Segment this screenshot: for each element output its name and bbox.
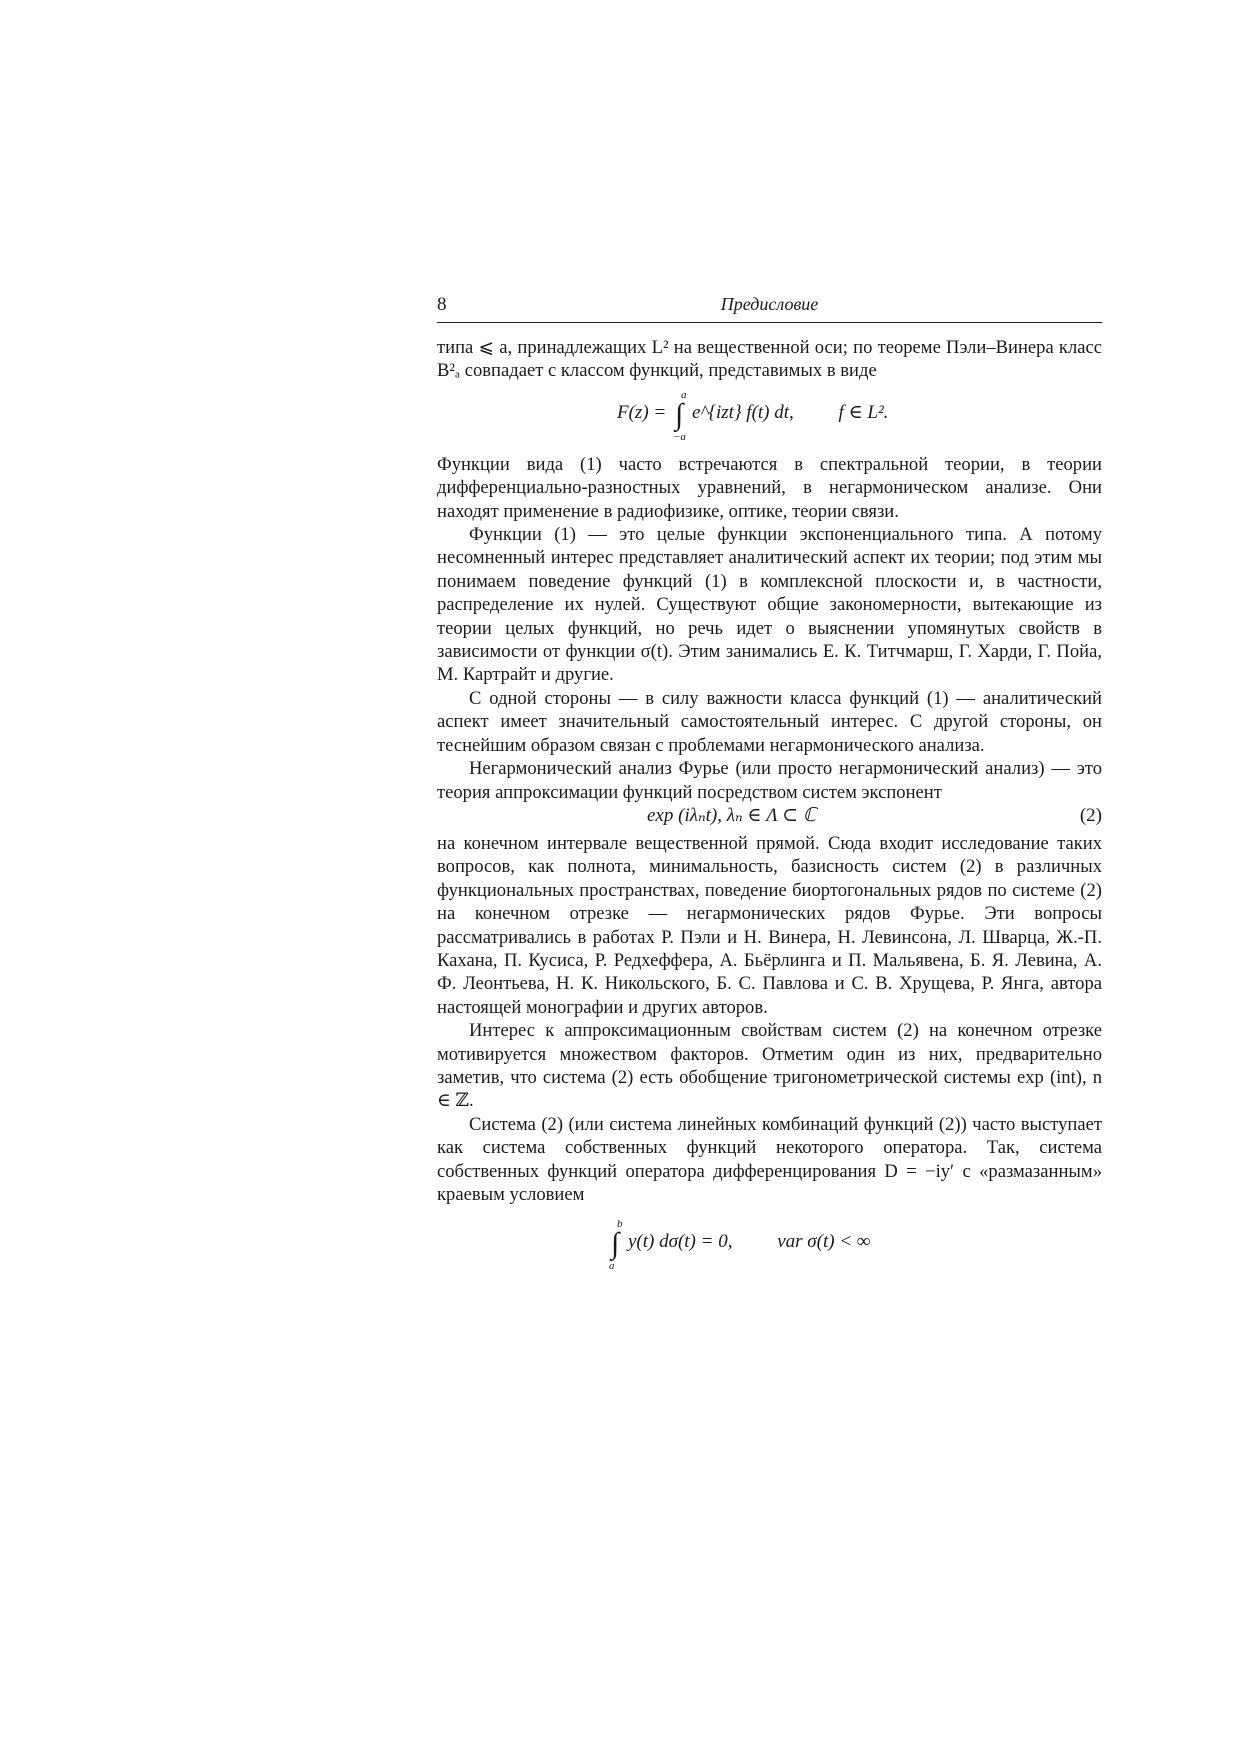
page-number: 8 xyxy=(437,294,447,315)
formula3-integrand: y(t) dσ(t) = 0, xyxy=(627,1231,733,1253)
formula1-lhs: F(z) = xyxy=(617,401,667,423)
paragraph-7: Интерес к аппроксимационным свойствам систем (2) на конечном отрезке мотивируется множеством факторов. Отметим один из них, предварительно заметив, что система (2) есть обобщение тригонометрической системы exp (int), n ∈ ℤ. xyxy=(437,1020,1102,1112)
formula1-condition: f ∈ L². xyxy=(838,401,889,423)
formula1-upper-limit: a xyxy=(680,388,687,401)
paragraph-3: Функции (1) — это целые функции экспоненциального типа. А потому несомненный интерес представляет аналитический аспект их теории; под этим мы понимаем поведение функций (1) в комплексной плоскости и, в частности, распределение их нулей. Существуют общие закономерности, вытекающие из теории целых функций, но речь идет о выяснении упомянутых свойств в зависимости от функции σ(t). Этим занимались Е. К. Титчмарш, Г. Харди, Г. Пойа, М. Картрайт и другие. xyxy=(437,524,1102,686)
paragraph-8: Система (2) (или система линейных комбинаций функций (2)) часто выступает как система собственных функций некоторого оператора. Так, система собственных функций оператора дифференцирования D = −iy′ с «размазанным» краевым условием xyxy=(437,1113,1102,1205)
equation-number: (2) xyxy=(1079,804,1102,826)
paragraph-2: Функции вида (1) часто встречаются в спектральной теории, в теории дифференциально-разностных уравнений, в негармоническом анализе. Они находят применение в радиофизике, оптике, теории связи. xyxy=(437,453,1102,522)
page-body xyxy=(437,336,1102,1278)
paragraph-5: Негармонический анализ Фурье (или просто негармонический анализ) — это теория аппроксимации функций посредством систем экспонент xyxy=(437,758,1102,803)
formula3-lower-limit: a xyxy=(609,1260,615,1273)
page-header xyxy=(437,294,1102,323)
formula1-lower-limit: −a xyxy=(672,430,686,443)
running-title: Предисловие xyxy=(720,294,819,314)
integral-sign: ∫ b a xyxy=(609,1218,623,1273)
paragraph-1: типа ⩽ a, принадлежащих L² на вещественной оси; по теореме Пэли–Винера класс B²ₐ совпадает с классом функций, представимых в виде xyxy=(437,337,1102,382)
formula-2 xyxy=(437,804,1102,832)
formula2-expression: exp (iλₙt), λₙ ∈ Λ ⊂ ℂ xyxy=(647,804,817,826)
paragraph-4: С одной стороны — в силу важности класса функций (1) — аналитический аспект имеет значительный самостоятельный интерес. С другой стороны, он теснейшим образом связан с проблемами негармонического анализа. xyxy=(437,687,1102,756)
paragraph-6: на конечном интервале вещественной прямой. Сюда входит исследование таких вопросов, как полнота, минимальность, базисность систем (2) в различных функциональных пространствах, поведение биортогональных рядов по системе (2) на конечном отрезке — негармонических рядов Фурье. Эти вопросы рассматривались в работах Р. Пэли и Н. Винера, Н. Левинсона, Л. Шварца, Ж.-П. Кахана, П. Кусиса, Р. Редхеффера, А. Бьёрлинга и П. Мальявена, Б. Я. Левина, А. Ф. Леонтьева, Н. К. Никольского, Б. С. Павлова и С. В. Хрущева, Р. Янга, автора настоящей монографии и других авторов. xyxy=(437,832,1102,1018)
formula1-integrand: e^{izt} f(t) dt, xyxy=(691,401,794,423)
integral-sign: ∫ a −a xyxy=(672,388,687,443)
formula-integral-1 xyxy=(437,383,1102,453)
formula3-upper-limit: b xyxy=(617,1218,623,1231)
formula-integral-3 xyxy=(437,1206,1102,1278)
formula3-condition: var σ(t) < ∞ xyxy=(777,1231,871,1253)
